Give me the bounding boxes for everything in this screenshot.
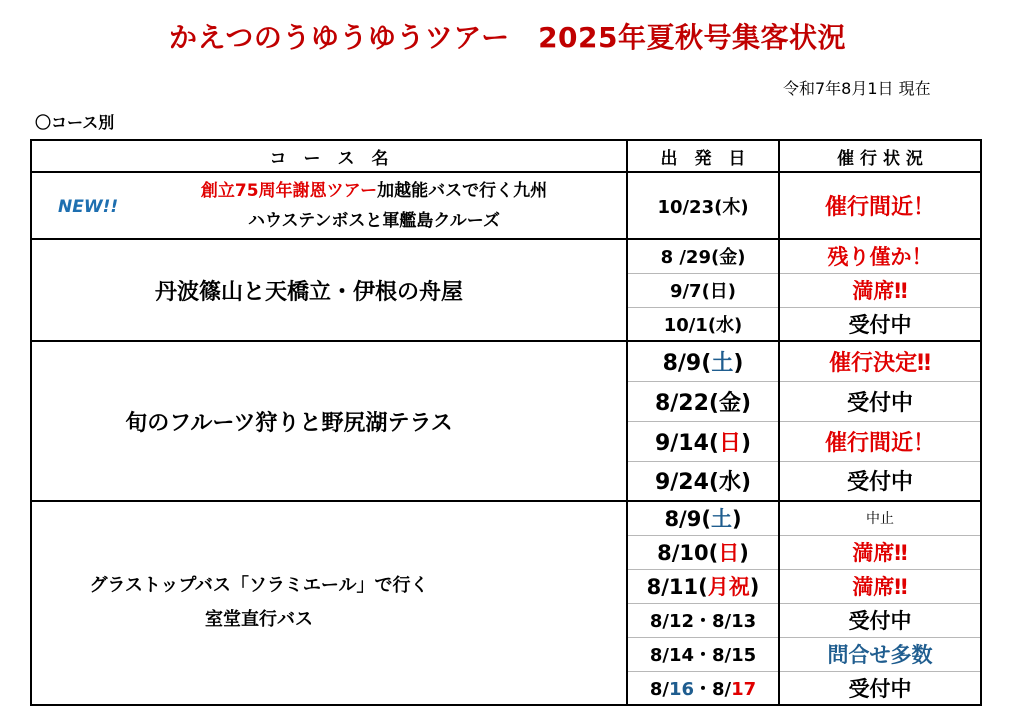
status: 受付中 xyxy=(779,307,981,341)
date-text: 8/9( xyxy=(662,350,712,376)
departure-date: 8 /29(金) xyxy=(627,239,779,273)
table-row xyxy=(31,239,981,273)
course-name xyxy=(31,501,627,705)
status: 満席‼ xyxy=(779,273,981,307)
date-text: 8/ xyxy=(649,678,669,700)
course-highlight: 創立75周年謝恩ツアー xyxy=(200,180,378,201)
date-text: ) xyxy=(733,350,744,376)
date-text: ) xyxy=(739,541,749,565)
course-name: 旬のフルーツ狩りと野尻湖テラス xyxy=(31,341,627,501)
departure-date: 8/22(金) xyxy=(627,381,779,421)
weekday-sunday: 日 xyxy=(718,541,740,565)
date-text: ) xyxy=(731,507,742,532)
status: 満席‼ xyxy=(779,535,981,569)
departure-date xyxy=(627,671,779,705)
status: 満席‼ xyxy=(779,569,981,603)
date-text: ・8/ xyxy=(694,678,732,700)
departure-date xyxy=(627,341,779,381)
departure-date xyxy=(627,501,779,535)
status: 催行決定‼ xyxy=(779,341,981,381)
weekday-saturday: 土 xyxy=(711,350,734,376)
departure-date: 9/7(日) xyxy=(627,273,779,307)
new-badge: NEW!! xyxy=(58,197,119,217)
course-name-line1: グラストップバス「ソラミエール」で行く xyxy=(89,575,429,596)
date-sunday: 17 xyxy=(731,678,757,700)
section-heading: 〇コース別 xyxy=(35,113,115,132)
date-text: 8/9( xyxy=(664,507,711,532)
departure-date xyxy=(627,569,779,603)
table-row xyxy=(31,341,981,381)
header-course: コ ー ス 名 xyxy=(31,140,627,172)
course-table xyxy=(30,139,982,706)
course-name-line2: 室堂直行バス xyxy=(205,609,313,630)
status: 催行間近！ xyxy=(779,421,981,461)
header-status: 催 行 状 況 xyxy=(779,140,981,172)
date-note: 令和7年8月1日 現在 xyxy=(783,79,931,98)
departure-date xyxy=(627,421,779,461)
course-name-line1: 加越能バスで行く九州 xyxy=(377,180,548,201)
date-text: ) xyxy=(749,575,760,599)
table-row xyxy=(31,501,981,535)
course-cell xyxy=(31,172,627,239)
course-name: 丹波篠山と天橋立・伊根の舟屋 xyxy=(31,239,627,341)
weekday-sunday: 日 xyxy=(718,430,741,456)
table-row xyxy=(31,172,981,239)
departure-date: 8/12・8/13 xyxy=(627,603,779,637)
table-header-row xyxy=(31,140,981,172)
departure-date: 10/1(水) xyxy=(627,307,779,341)
status: 問合せ多数 xyxy=(779,637,981,671)
departure-date xyxy=(627,535,779,569)
departure-date: 9/24(水) xyxy=(627,461,779,501)
status: 催行間近！ xyxy=(779,172,981,239)
header-date: 出 発 日 xyxy=(627,140,779,172)
status: 受付中 xyxy=(779,461,981,501)
departure-date: 8/14・8/15 xyxy=(627,637,779,671)
status: 受付中 xyxy=(779,381,981,421)
date-saturday: 16 xyxy=(668,678,694,700)
date-text: 8/11( xyxy=(646,575,708,599)
status: 受付中 xyxy=(779,603,981,637)
status: 残り僅か！ xyxy=(779,239,981,273)
departure-date: 10/23(木) xyxy=(627,172,779,239)
status: 受付中 xyxy=(779,671,981,705)
page-title: かえつのうゆうゆうツアー 2025年夏秋号集客状況 xyxy=(168,21,847,54)
date-text: 8/10( xyxy=(657,541,719,565)
date-text: 9/14( xyxy=(654,430,719,456)
date-text: ) xyxy=(740,430,752,456)
course-name-line2: ハウステンボスと軍艦島クルーズ xyxy=(248,210,500,231)
weekday-saturday: 土 xyxy=(710,507,732,532)
weekday-holiday: 月祝 xyxy=(707,575,750,599)
status: 中止 xyxy=(779,501,981,535)
